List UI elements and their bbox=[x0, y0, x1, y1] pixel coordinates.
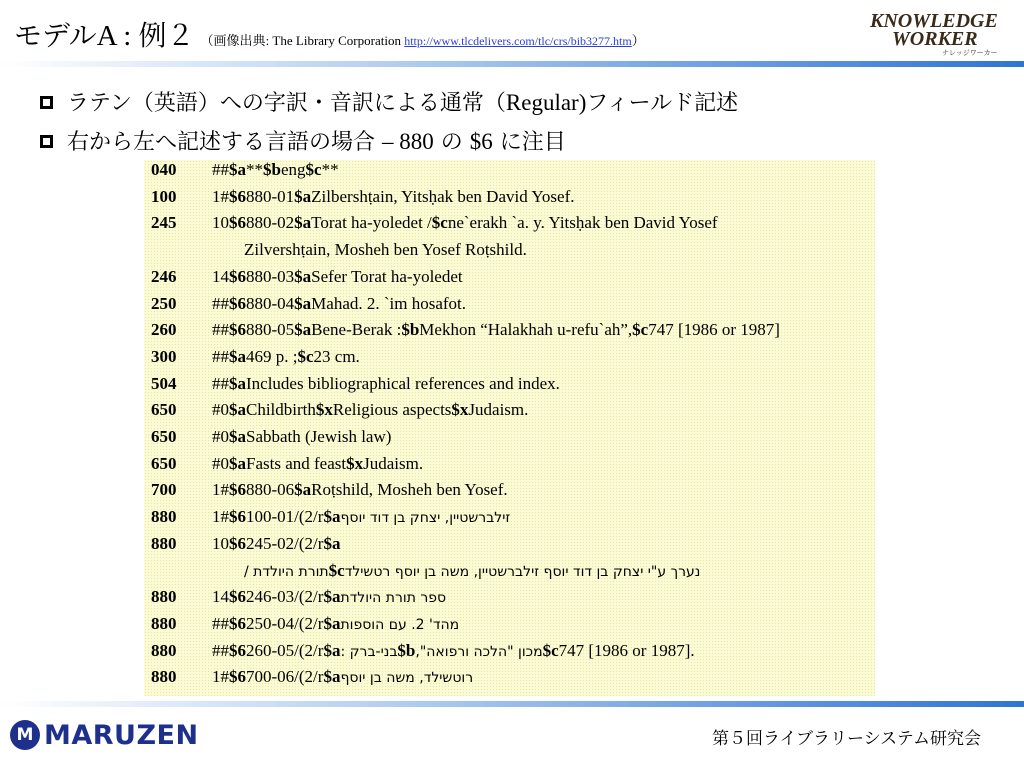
marc-subfield-code: $x bbox=[315, 400, 333, 420]
marc-subfield-code: $c bbox=[431, 213, 448, 233]
marc-tag: 650 bbox=[151, 427, 177, 446]
marc-indicators: ## bbox=[212, 640, 229, 660]
maruzen-emblem-icon: M bbox=[10, 720, 40, 750]
marc-subfield-code: $a bbox=[294, 320, 312, 340]
marc-subfield-code: $a bbox=[229, 373, 246, 393]
marc-subfield-code: $c bbox=[542, 640, 559, 660]
marc-subfield-value: 469 p. ; bbox=[246, 346, 298, 366]
marc-subfield-code: $6 bbox=[229, 266, 246, 286]
marc-field-content bbox=[212, 587, 446, 607]
marc-subfield-code: $x bbox=[451, 400, 469, 420]
marc-subfield-code: $6 bbox=[229, 507, 246, 527]
marc-tag: 040 bbox=[151, 160, 177, 179]
marc-subfield-code: $a bbox=[294, 266, 312, 286]
bullet-1-text-b: フィールド記述 bbox=[586, 91, 739, 116]
marc-record-panel bbox=[144, 160, 875, 696]
marc-subfield-code: $a bbox=[229, 427, 246, 446]
marc-subfield-code: $6 bbox=[229, 213, 246, 233]
marc-subfield-value: Judaism. bbox=[468, 400, 529, 420]
marc-field-content bbox=[212, 267, 463, 287]
marc-subfield-value: 880-06 bbox=[246, 480, 295, 500]
marc-subfield-value: 880-01 bbox=[246, 186, 295, 206]
marc-subfield-value: 245-02/(2/r bbox=[246, 533, 324, 553]
marc-subfield-value: 880-03 bbox=[246, 266, 295, 286]
marc-subfield-code: $a bbox=[323, 613, 341, 633]
marc-indicators: 10 bbox=[212, 533, 229, 553]
marc-tag: 880 bbox=[151, 667, 177, 687]
marc-subfield-code: $a bbox=[323, 667, 341, 687]
marc-subfield-code: $a bbox=[323, 533, 341, 553]
marc-subfield-code: $a bbox=[229, 453, 246, 473]
marc-subfield-value: זילברשטיין, יצחק בן דוד יוסף bbox=[340, 510, 511, 527]
title-paren-open: （ bbox=[200, 34, 214, 49]
marc-subfield-value: Includes bibliographical references and index. bbox=[246, 373, 560, 393]
marc-subfield-value: 250-04/(2/r bbox=[246, 613, 324, 633]
marc-subfield-value: רוטשילד, משה בן יוסף bbox=[340, 670, 474, 687]
marc-field-content bbox=[212, 347, 360, 367]
marc-subfield-code: $x bbox=[346, 453, 364, 473]
marc-subfield-code: $c bbox=[297, 346, 314, 366]
marc-subfield-code: $a bbox=[229, 400, 246, 420]
title-example: 例２ bbox=[138, 19, 195, 52]
marc-subfield-code: $a bbox=[294, 480, 312, 500]
title-prefix: モデル bbox=[14, 19, 97, 52]
marc-tag: 300 bbox=[151, 346, 177, 366]
marc-field-content bbox=[212, 480, 508, 500]
marc-subfield-value: Mekhon “Halakhah u-refu`ah”, bbox=[419, 320, 633, 340]
bullet-2-text-roman1: – 880 bbox=[382, 129, 434, 154]
marc-subfield-value: 260-05/(2/r bbox=[246, 640, 324, 660]
marc-indicators: ## bbox=[212, 613, 229, 633]
title-model: A : bbox=[96, 20, 139, 52]
footer-caption: 第５回ライブラリーシステム研究会 bbox=[712, 729, 981, 749]
marc-tag: 246 bbox=[151, 266, 177, 286]
marc-subfield-value: Sabbath (Jewish law) bbox=[246, 427, 392, 446]
marc-tag: 650 bbox=[151, 400, 177, 420]
marc-field-content bbox=[212, 614, 459, 634]
marc-field-content bbox=[212, 187, 575, 207]
marc-field-content bbox=[212, 427, 391, 447]
marc-subfield-value: נערך ע"י יצחק בן דוד יוסף זילברשטיין, משה בן יוסף רטשילד bbox=[344, 563, 701, 580]
marc-subfield-code: $a bbox=[294, 186, 312, 206]
marc-subfield-value: תורת היולדת / bbox=[244, 563, 329, 580]
marc-subfield-value: Judaism. bbox=[363, 453, 424, 473]
marc-indicators: ## bbox=[212, 293, 229, 313]
marc-subfield-code: $b bbox=[397, 640, 416, 660]
marc-field-content bbox=[212, 507, 510, 527]
slide-title bbox=[14, 14, 645, 54]
marc-subfield-value: מהד' 2. עם הוספות bbox=[340, 616, 460, 633]
marc-subfield-value: 880-05 bbox=[246, 320, 295, 340]
marc-tag: 650 bbox=[151, 453, 177, 473]
marc-subfield-value: Zilbershṭain, Yitsḥak ben David Yosef. bbox=[311, 186, 575, 206]
marc-subfield-code: $6 bbox=[229, 667, 246, 687]
marc-field-content bbox=[212, 374, 560, 394]
marc-indicators: #0 bbox=[212, 427, 229, 446]
marc-subfield-value: ne`erakh `a. y. Yitsḥak ben David Yosef bbox=[447, 213, 718, 233]
marc-tag: 880 bbox=[151, 587, 177, 607]
marc-subfield-value: 100-01/(2/r bbox=[246, 507, 324, 527]
bullet-2-text-c: に注目 bbox=[492, 130, 566, 155]
marc-field-content bbox=[212, 320, 780, 340]
marc-field-content bbox=[212, 294, 466, 314]
title-paren-close: ） bbox=[631, 34, 645, 49]
bullet-item-rtl-language bbox=[40, 125, 566, 156]
marc-subfield-code: $a bbox=[294, 293, 312, 313]
marc-subfield-value: ספר תורת היולדת bbox=[340, 590, 447, 607]
title-source-org: : The Library Corporation bbox=[265, 33, 405, 48]
marc-subfield-value: מכון "הלכה ורפואה", bbox=[415, 643, 543, 660]
marc-indicators: 10 bbox=[212, 213, 229, 233]
marc-subfield-code: $6 bbox=[229, 587, 246, 607]
marc-subfield-code: $6 bbox=[229, 480, 246, 500]
bottom-gradient-rule bbox=[0, 701, 1024, 707]
marc-field-content bbox=[212, 400, 528, 420]
marc-subfield-code: $6 bbox=[229, 613, 246, 633]
marc-subfield-value: Childbirth bbox=[246, 400, 316, 420]
marc-tag: 880 bbox=[151, 640, 177, 660]
marc-subfield-code: $6 bbox=[229, 186, 246, 206]
marc-field-content bbox=[212, 213, 718, 233]
bullet-2-text-a: 右から左へ記述する言語の場合 bbox=[67, 130, 382, 155]
bullet-2-text-roman2: $6 bbox=[469, 129, 493, 154]
marc-subfield-code: $a bbox=[323, 507, 341, 527]
marc-indicators: ## bbox=[212, 160, 229, 179]
marc-indicators: #0 bbox=[212, 453, 229, 473]
marc-subfield-code: $a bbox=[229, 160, 246, 179]
marc-continuation-text: Zilvershṭain, Mosheh ben Yosef Roṭshild. bbox=[244, 240, 527, 260]
bullet-item-regular-field bbox=[40, 86, 738, 117]
marc-subfield-code: $c bbox=[632, 320, 649, 340]
marc-indicators: ## bbox=[212, 373, 229, 393]
square-bullet-icon bbox=[40, 96, 53, 109]
title-main bbox=[14, 19, 195, 52]
title-bar bbox=[0, 0, 1024, 68]
marc-subfield-code: $c bbox=[305, 160, 322, 179]
marc-subfield-value: ** bbox=[246, 160, 263, 179]
marc-subfield-value: ** bbox=[321, 160, 339, 179]
marc-tag: 700 bbox=[151, 480, 177, 500]
title-source bbox=[201, 34, 645, 49]
marc-subfield-code: $a bbox=[323, 640, 341, 660]
marc-subfield-value: 880-04 bbox=[246, 293, 295, 313]
marc-subfield-code: $a bbox=[294, 213, 312, 233]
marc-subfield-value: 700-06/(2/r bbox=[246, 667, 324, 687]
marc-indicators: ## bbox=[212, 320, 229, 340]
marc-indicators: 1# bbox=[212, 186, 229, 206]
marc-indicators: 1# bbox=[212, 667, 229, 687]
marc-subfield-code: $6 bbox=[229, 320, 246, 340]
maruzen-logo bbox=[10, 718, 199, 752]
bullet-2-text-b: の bbox=[433, 130, 470, 155]
marc-field-content bbox=[212, 160, 339, 180]
marc-subfield-value: Roṭshild, Mosheh ben Yosef. bbox=[311, 480, 508, 500]
title-source-link[interactable]: http://www.tlcdelivers.com/tlc/crs/bib3277.htm bbox=[404, 34, 632, 48]
top-gradient-rule bbox=[0, 61, 1024, 67]
marc-indicators: 1# bbox=[212, 480, 229, 500]
marc-tag: 504 bbox=[151, 373, 177, 393]
marc-subfield-value: Bene-Berak : bbox=[311, 320, 402, 340]
marc-indicators: 1# bbox=[212, 507, 229, 527]
logo-kw-sub: ナレッジワーカー bbox=[942, 49, 998, 57]
marc-subfield-value: 747 [1986 or 1987] bbox=[648, 320, 780, 340]
marc-subfield-code: $6 bbox=[229, 640, 246, 660]
marc-subfield-value: eng bbox=[280, 160, 306, 179]
marc-tag: 880 bbox=[151, 507, 177, 527]
maruzen-wordmark: MARUZEN bbox=[44, 719, 199, 751]
marc-indicators: #0 bbox=[212, 400, 229, 420]
marc-field-content bbox=[212, 454, 423, 474]
marc-tag: 250 bbox=[151, 293, 177, 313]
marc-subfield-value: בני-ברק : bbox=[340, 643, 398, 660]
marc-tag: 100 bbox=[151, 186, 177, 206]
marc-subfield-code: $a bbox=[323, 587, 341, 607]
marc-subfield-code: $c bbox=[328, 560, 345, 580]
square-bullet-icon bbox=[40, 135, 53, 148]
marc-subfield-value: Mahad. 2. `im hosafot. bbox=[311, 293, 467, 313]
marc-subfield-value: 747 [1986 or 1987]. bbox=[558, 640, 695, 660]
marc-tag: 880 bbox=[151, 533, 177, 553]
marc-field-content bbox=[212, 641, 695, 661]
marc-subfield-value: 246-03/(2/r bbox=[246, 587, 324, 607]
marc-field-content bbox=[212, 534, 340, 554]
knowledge-worker-logo bbox=[866, 5, 1016, 57]
marc-subfield-value: 23 cm. bbox=[313, 346, 360, 366]
marc-indicators: ## bbox=[212, 346, 229, 366]
marc-subfield-code: $b bbox=[401, 320, 420, 340]
marc-indicators: 14 bbox=[212, 587, 229, 607]
bullet-1-text-roman: Regular) bbox=[505, 90, 587, 115]
marc-subfield-value: Torat ha-yoledet / bbox=[311, 213, 432, 233]
title-source-label: 画像出典 bbox=[213, 34, 266, 49]
bullet-1-text-a: ラテン（英語）への字訳・音訳による通常（ bbox=[67, 91, 506, 116]
marc-subfield-code: $6 bbox=[229, 533, 246, 553]
marc-continuation-text bbox=[244, 561, 700, 581]
marc-tag: 260 bbox=[151, 320, 177, 340]
marc-subfield-code: $b bbox=[263, 160, 281, 179]
marc-subfield-code: $6 bbox=[229, 293, 246, 313]
marc-subfield-value: 880-02 bbox=[246, 213, 295, 233]
marc-indicators: 14 bbox=[212, 266, 229, 286]
marc-subfield-value: Religious aspects bbox=[332, 400, 452, 420]
marc-subfield-value: Fasts and feast bbox=[246, 453, 347, 473]
logo-kw-line1: KNOWLEDGE bbox=[870, 10, 998, 32]
logo-kw-line2: WORKER bbox=[892, 28, 978, 50]
marc-tag: 245 bbox=[151, 213, 177, 233]
marc-field-content bbox=[212, 667, 473, 687]
marc-subfield-value: Sefer Torat ha-yoledet bbox=[311, 266, 463, 286]
marc-subfield-code: $a bbox=[229, 346, 246, 366]
marc-tag: 880 bbox=[151, 613, 177, 633]
